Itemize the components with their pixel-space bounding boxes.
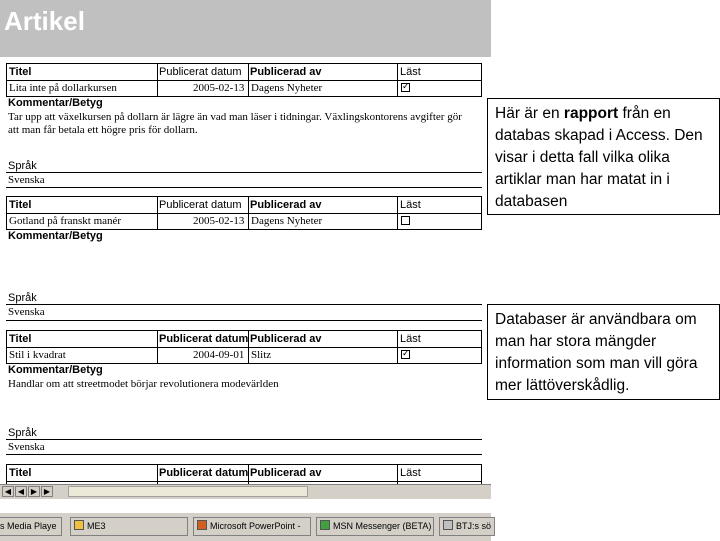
language-divider: [6, 439, 482, 440]
note-bold-text: rapport: [563, 105, 619, 122]
header-divider: [7, 347, 481, 348]
taskbar-item-label: s Media Playe: [0, 521, 57, 531]
column-divider: [397, 465, 398, 486]
horizontal-scrollbar[interactable]: [0, 484, 491, 499]
taskbar-item-me3[interactable]: [70, 517, 188, 536]
header-divider: [7, 213, 481, 214]
record-header-row: [6, 330, 482, 364]
taskbar-item-label: BTJ:s sö: [456, 521, 492, 531]
report-title: Artikel: [4, 6, 85, 36]
checkmark-icon: ✓: [402, 82, 410, 92]
report-record: [6, 330, 482, 462]
language-divider: [6, 172, 482, 173]
scroll-thumb[interactable]: [68, 486, 308, 497]
date-column-label: Publicerat datum: [159, 467, 249, 479]
record-language: Svenska: [8, 306, 45, 318]
comment-label: Kommentar/Betyg: [8, 97, 103, 109]
note-text: Här är en: [495, 105, 564, 122]
record-date: 2005-02-13: [193, 82, 245, 94]
record-bottom-line: [6, 320, 482, 321]
date-column-label: Publicerat datum: [159, 199, 242, 211]
language-label: Språk: [8, 427, 37, 439]
report-record: [6, 63, 482, 195]
note-text: Databaser är användbara om man har stora mängder information som man vill göra mer lättöverskådlig.: [495, 311, 698, 394]
read-column-label: Läst: [400, 66, 421, 78]
taskbar-item-label: MSN Messenger (BETA): [333, 521, 432, 531]
record-bottom-line: [6, 454, 482, 455]
publisher-column-label: Publicerad av: [250, 467, 322, 479]
folder-icon: [74, 520, 84, 530]
record-header-row: [6, 63, 482, 97]
read-checkbox: [401, 350, 410, 359]
taskbar-item-msn[interactable]: [316, 517, 434, 536]
read-column-label: Läst: [400, 467, 421, 479]
checkmark-icon: ✓: [402, 349, 410, 359]
record-language: Svenska: [8, 174, 45, 186]
msn-icon: [320, 520, 330, 530]
taskbar-item-powerpoint[interactable]: [193, 517, 311, 536]
language-label: Språk: [8, 292, 37, 304]
record-publisher: Dagens Nyheter: [251, 82, 323, 94]
record-title: Lita inte på dollarkursen: [9, 82, 117, 94]
last-record-icon[interactable]: ▶: [41, 486, 53, 497]
language-label: Språk: [8, 160, 37, 172]
note-box-report: [487, 98, 720, 215]
title-column-label: Titel: [9, 467, 32, 479]
taskbar-item-label: Microsoft PowerPoint -: [210, 521, 301, 531]
record-bottom-line: [6, 187, 482, 188]
note-text: från en databas skapad i Access. Den visar i detta fall vilka olika artiklar man har matat in i databasen: [495, 105, 703, 210]
header-divider: [7, 80, 481, 81]
column-divider: [248, 465, 249, 486]
language-divider: [6, 304, 482, 305]
column-divider: [157, 465, 158, 486]
read-column-label: Läst: [400, 333, 421, 345]
record-date: 2004-09-01: [193, 349, 245, 361]
powerpoint-icon: [197, 520, 207, 530]
read-checkbox: [401, 83, 410, 92]
record-header-row: [6, 464, 482, 486]
first-record-icon[interactable]: ◀: [2, 486, 14, 497]
title-column-label: Titel: [9, 66, 32, 78]
taskbar-item-media-player[interactable]: [0, 517, 62, 536]
read-checkbox: [401, 216, 410, 225]
publisher-column-label: Publicerad av: [250, 333, 322, 345]
record-comment: Tar upp att växelkursen på dollarn är lägre än vad man läser i tidningar. Växlingskontorens avgifter gör att man får betala ett högre pris för dollarn.: [8, 111, 462, 136]
title-column-label: Titel: [9, 199, 32, 211]
comment-label: Kommentar/Betyg: [8, 230, 103, 242]
window-icon: [443, 520, 453, 530]
record-title: Stil i kvadrat: [9, 349, 66, 361]
report-record: [6, 464, 482, 486]
date-column-label: Publicerat datum: [159, 66, 242, 78]
comment-label: Kommentar/Betyg: [8, 364, 103, 376]
next-record-icon[interactable]: ▶: [28, 486, 40, 497]
taskbar: [0, 512, 491, 541]
read-column-label: Läst: [400, 199, 421, 211]
date-column-label: Publicerat datum: [159, 333, 249, 345]
report-header: [0, 0, 491, 57]
taskbar-item-btj[interactable]: [439, 517, 495, 536]
taskbar-item-label: ME3: [87, 521, 106, 531]
record-header-row: [6, 196, 482, 230]
record-language: Svenska: [8, 441, 45, 453]
record-publisher: Slitz: [251, 349, 272, 361]
publisher-column-label: Publicerad av: [250, 199, 322, 211]
note-box-database: [487, 304, 720, 400]
publisher-column-label: Publicerad av: [250, 66, 322, 78]
report-record: [6, 196, 482, 328]
prev-record-icon[interactable]: ◀: [15, 486, 27, 497]
title-column-label: Titel: [9, 333, 32, 345]
record-title: Gotland på franskt manér: [9, 215, 122, 227]
record-comment: Handlar om att streetmodet börjar revolutionera modevärlden: [8, 378, 279, 390]
record-date: 2005-02-13: [193, 215, 245, 227]
record-publisher: Dagens Nyheter: [251, 215, 323, 227]
header-divider: [7, 481, 481, 482]
